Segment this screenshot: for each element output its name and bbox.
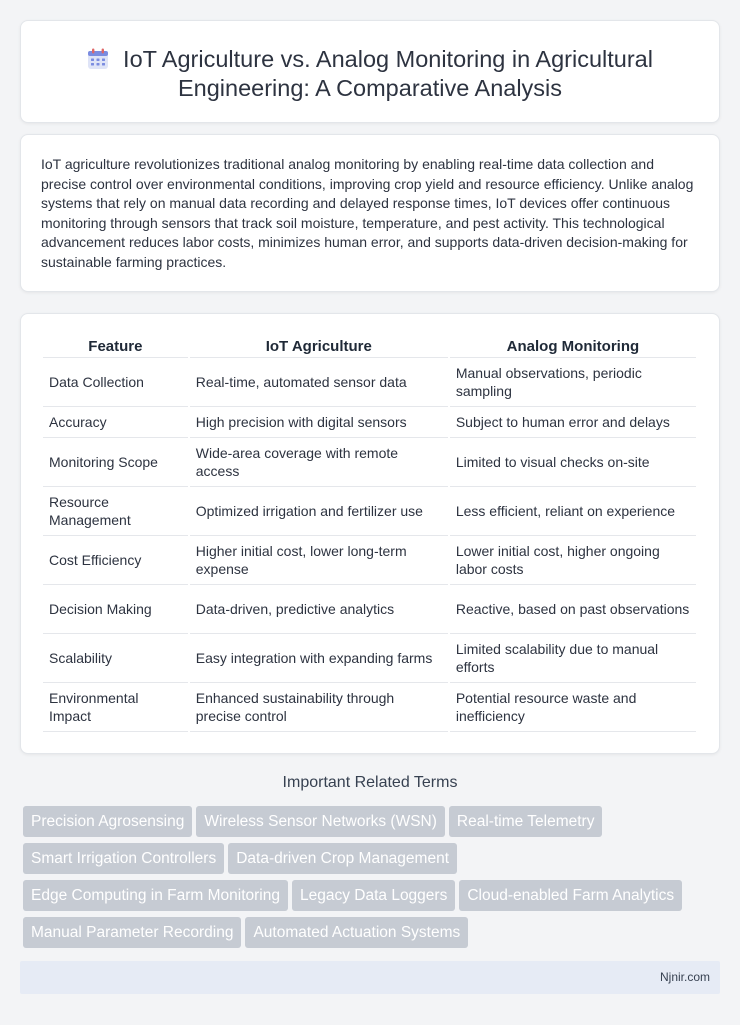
intro-paragraph: IoT agriculture revolutionizes traditional analog monitoring by enabling real-time data collection and precise control over environmental conditions, improving crop yield and resource efficiency. Unlike analog systems that rely on manual data recording and delayed response times, IoT devices offer continuous monitoring through sensors that track soil moisture, temperature, and pest activity. This technological advancement reduces labor costs, minimizes human error, and supports data-driven decision-making for sustainable farming practices.: [41, 156, 694, 270]
page-title: IoT Agriculture vs. Analog Monitoring in Agricultural Engineering: A Comparative Analysis: [123, 46, 653, 101]
footer-site-link[interactable]: Njnir.com: [659, 970, 710, 984]
cell-analog: Limited to visual checks on-site: [450, 438, 696, 487]
related-tag[interactable]: Legacy Data Loggers: [292, 880, 455, 911]
tag-row: [23, 806, 723, 843]
related-tag[interactable]: Real-time Telemetry: [449, 806, 603, 837]
cell-iot: Optimized irrigation and fertilizer use: [190, 487, 448, 536]
header-analog: Analog Monitoring: [450, 336, 696, 358]
cell-iot: Easy integration with expanding farms: [190, 634, 448, 683]
cell-analog: Less efficient, reliant on experience: [450, 487, 696, 536]
table-row: [43, 536, 696, 585]
table-row: [43, 634, 696, 683]
related-tag[interactable]: Data-driven Crop Management: [228, 843, 457, 874]
page-title-wrap: [61, 45, 679, 103]
related-tag[interactable]: Cloud-enabled Farm Analytics: [459, 880, 682, 911]
cell-analog: Potential resource waste and inefficiency: [450, 683, 696, 732]
header-iot: IoT Agriculture: [190, 336, 448, 358]
header-feature: Feature: [43, 336, 188, 358]
related-terms-tags: [23, 806, 723, 954]
cell-analog: Subject to human error and delays: [450, 407, 696, 438]
table-header-row: [43, 336, 696, 358]
cell-iot: Data-driven, predictive analytics: [190, 585, 448, 634]
table-row: [43, 358, 696, 407]
intro-card: [20, 134, 720, 292]
related-terms-title: Important Related Terms: [282, 774, 458, 791]
comparison-table-card: [20, 313, 720, 754]
cell-iot: Higher initial cost, lower long-term expense: [190, 536, 448, 585]
cell-iot: High precision with digital sensors: [190, 407, 448, 438]
table-row: [43, 683, 696, 732]
cell-feature: Data Collection: [43, 358, 188, 407]
comparison-table: [41, 336, 698, 732]
cell-analog: Limited scalability due to manual efforts: [450, 634, 696, 683]
tag-row: [23, 843, 723, 880]
cell-feature: Accuracy: [43, 407, 188, 438]
cell-feature: Cost Efficiency: [43, 536, 188, 585]
cell-iot: Real-time, automated sensor data: [190, 358, 448, 407]
table-row: [43, 487, 696, 536]
table-row: [43, 585, 696, 634]
cell-feature: Resource Management: [43, 487, 188, 536]
footer: [20, 961, 720, 994]
table-row: [43, 438, 696, 487]
header-card: [20, 20, 720, 123]
related-tag[interactable]: Smart Irrigation Controllers: [23, 843, 224, 874]
related-tag[interactable]: Precision Agrosensing: [23, 806, 192, 837]
cell-feature: Environmental Impact: [43, 683, 188, 732]
cell-feature: Decision Making: [43, 585, 188, 634]
table-row: [43, 407, 696, 438]
related-tag[interactable]: Edge Computing in Farm Monitoring: [23, 880, 288, 911]
cell-iot: Wide-area coverage with remote access: [190, 438, 448, 487]
related-tag[interactable]: Manual Parameter Recording: [23, 917, 241, 948]
cell-feature: Scalability: [43, 634, 188, 683]
tag-row: [23, 917, 723, 954]
cell-feature: Monitoring Scope: [43, 438, 188, 487]
cell-iot: Enhanced sustainability through precise control: [190, 683, 448, 732]
tag-row: [23, 880, 723, 917]
cell-analog: Reactive, based on past observations: [450, 585, 696, 634]
related-tag[interactable]: Automated Actuation Systems: [245, 917, 468, 948]
related-tag[interactable]: Wireless Sensor Networks (WSN): [196, 806, 445, 837]
cell-analog: Lower initial cost, higher ongoing labor costs: [450, 536, 696, 585]
calendar-icon: [87, 48, 109, 70]
cell-analog: Manual observations, periodic sampling: [450, 358, 696, 407]
